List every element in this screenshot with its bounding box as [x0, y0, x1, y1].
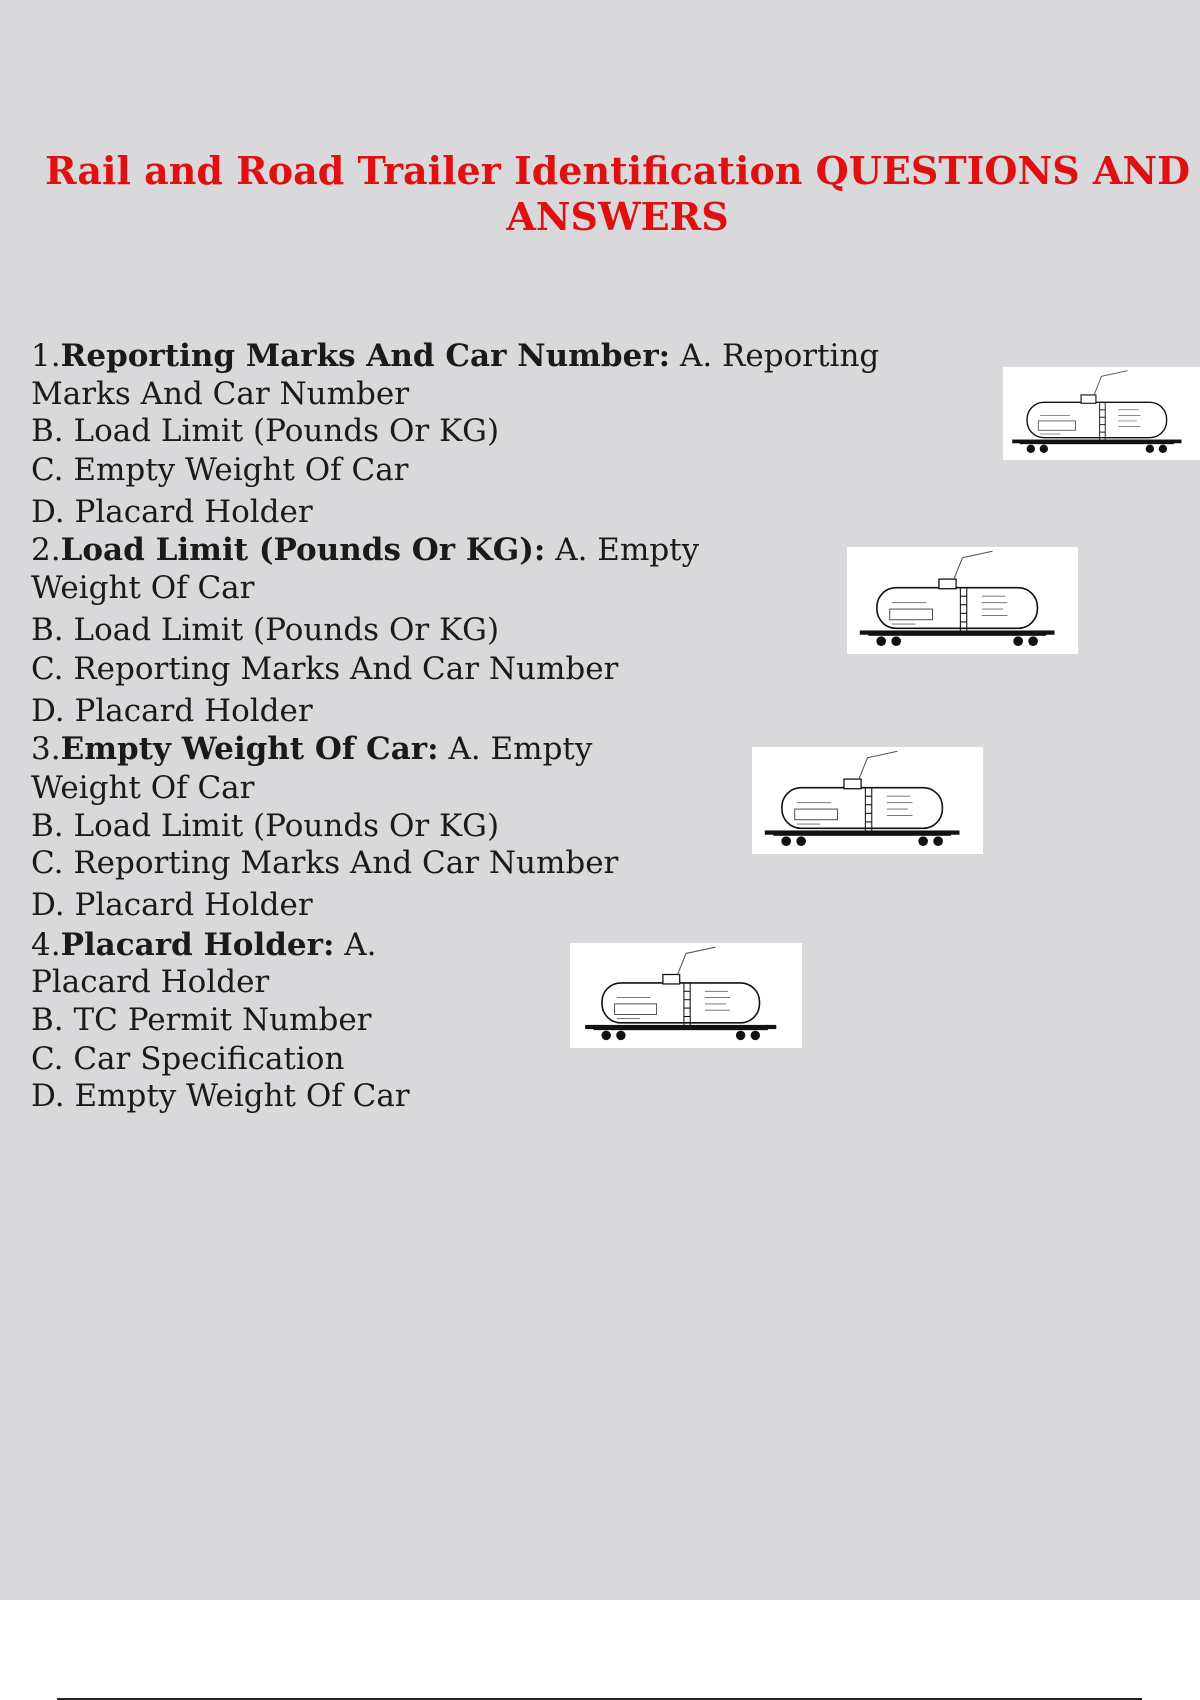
question-1-option-d: D. Placard Holder [31, 494, 313, 530]
question-2-option-a-continued: Weight Of Car [31, 570, 255, 606]
option-a: A. Empty [438, 731, 593, 767]
question-number: 2. [31, 532, 61, 568]
option-a: A. Reporting [670, 338, 880, 374]
option-a: A. [334, 927, 377, 963]
question-2-prompt-line [31, 532, 699, 568]
question-prompt: Empty Weight Of Car: [60, 731, 439, 767]
tank-car-diagram-image [752, 747, 983, 854]
question-4-option-a-continued: Placard Holder [31, 964, 270, 1000]
question-2-option-d: D. Placard Holder [31, 693, 313, 729]
question-number: 3. [31, 731, 61, 767]
question-4-prompt-line [31, 927, 377, 963]
question-3-option-d: D. Placard Holder [31, 887, 313, 923]
question-prompt: Placard Holder: [60, 927, 335, 963]
question-3-option-c: C. Reporting Marks And Car Number [31, 845, 619, 881]
question-4-option-c: C. Car Specification [31, 1041, 345, 1077]
question-1-option-c: C. Empty Weight Of Car [31, 452, 409, 488]
document-title: Rail and Road Trailer Identification QUESTIONS AND ANSWERS [44, 148, 1191, 239]
option-a: A. Empty [545, 532, 700, 568]
question-4-option-b: B. TC Permit Number [31, 1002, 372, 1038]
question-3-option-a-continued: Weight Of Car [31, 770, 255, 806]
question-4-option-d: D. Empty Weight Of Car [31, 1078, 410, 1114]
tank-car-diagram-image [570, 943, 802, 1048]
question-prompt: Load Limit (Pounds Or KG): [60, 532, 546, 568]
question-1-option-a-continued: Marks And Car Number [31, 376, 410, 412]
question-number: 4. [31, 927, 61, 963]
question-number: 1. [31, 338, 61, 374]
question-3-option-b: B. Load Limit (Pounds Or KG) [31, 808, 500, 844]
question-1-prompt-line [31, 338, 879, 374]
question-prompt: Reporting Marks And Car Number: [60, 338, 671, 374]
question-3-prompt-line [31, 731, 592, 767]
tank-car-diagram-image [847, 547, 1078, 654]
question-1-option-b: B. Load Limit (Pounds Or KG) [31, 413, 500, 449]
tank-car-diagram-image [1003, 367, 1200, 460]
question-2-option-b: B. Load Limit (Pounds Or KG) [31, 612, 500, 648]
question-2-option-c: C. Reporting Marks And Car Number [31, 651, 619, 687]
